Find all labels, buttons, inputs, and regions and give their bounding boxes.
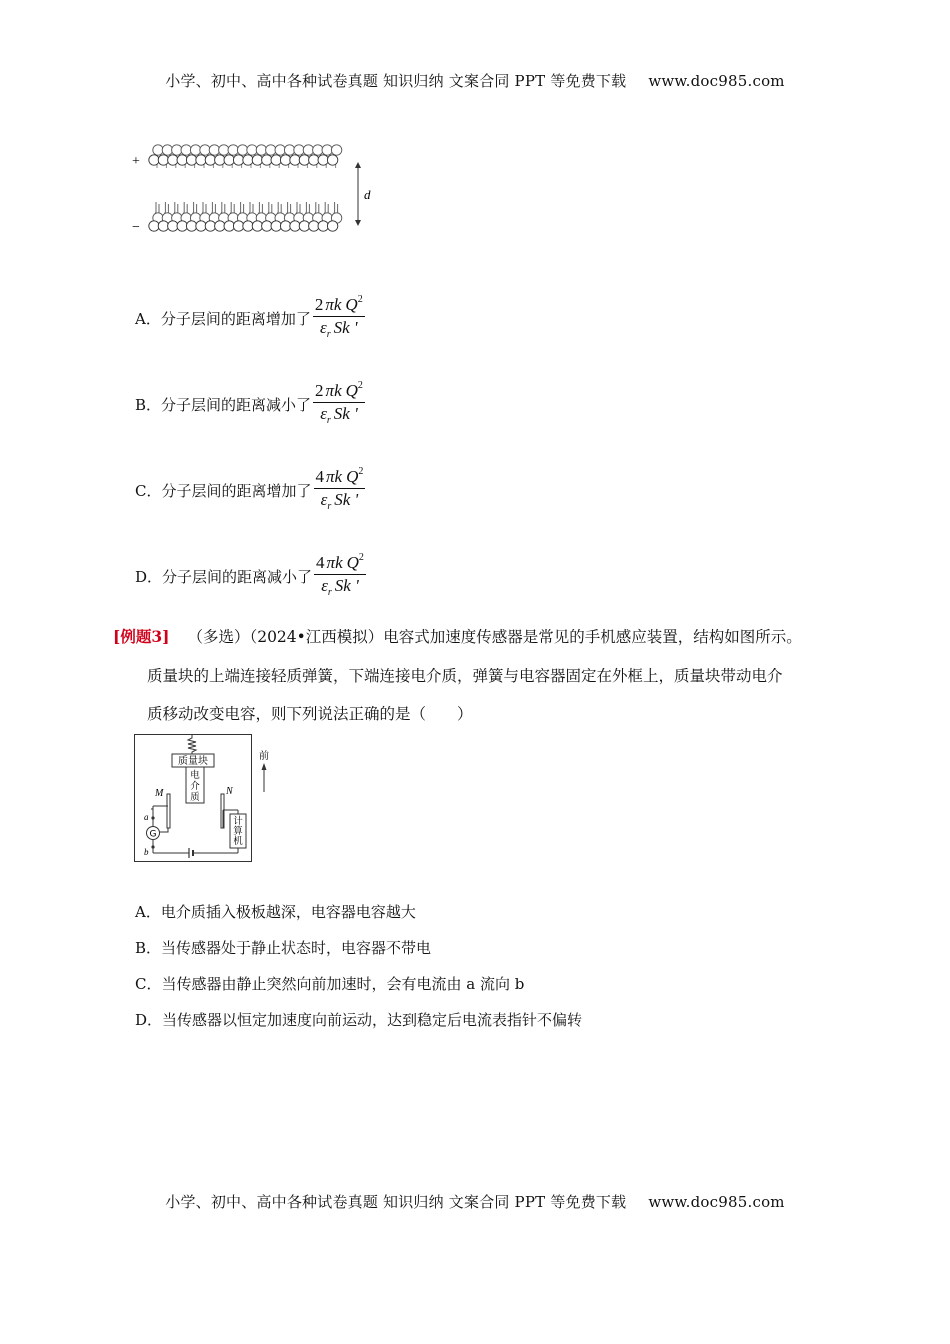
head-front: [327, 221, 337, 231]
option-letter: A．: [135, 903, 161, 921]
head-back: [172, 145, 182, 155]
head-back: [322, 145, 332, 155]
head-front: [215, 155, 225, 165]
head-back: [284, 145, 294, 155]
head-front: [271, 221, 281, 231]
charge-q: Q: [346, 467, 359, 486]
fraction-numerator: [313, 290, 365, 317]
option2-1: [135, 937, 431, 958]
power: 2: [357, 380, 363, 391]
dielectric-char3: 质: [190, 792, 200, 803]
head-front: [186, 221, 196, 231]
option-text: 当传感器处于静止状态时，电容器不带电: [161, 939, 432, 957]
head-front: [309, 155, 319, 165]
page-footer: [0, 1191, 950, 1212]
head-back: [294, 145, 304, 155]
head-front: [205, 221, 215, 231]
fraction: [314, 462, 366, 518]
option-text: 当传感器由静止突然向前加速时，会有电流由 a 流向 b: [161, 975, 525, 993]
head-back: [266, 145, 276, 155]
arrow-head-up: [355, 162, 361, 168]
coef: 2: [314, 295, 324, 314]
header-url: www.doc985.com: [648, 72, 785, 90]
head-front: [290, 221, 300, 231]
computer-char2: 算: [233, 826, 243, 837]
option2-3: [135, 1009, 582, 1030]
minus-sign: −: [132, 220, 140, 235]
subscript-r: r: [327, 587, 332, 598]
head-back: [181, 145, 191, 155]
head-back: [219, 145, 229, 155]
head-front: [262, 221, 272, 231]
head-back: [303, 145, 313, 155]
fraction-numerator: [313, 376, 365, 403]
bilayer-figure: [128, 138, 388, 240]
pi-k: πk: [325, 381, 342, 400]
power: 2: [358, 466, 364, 477]
coef: 4: [316, 553, 325, 572]
option1-0: [135, 290, 365, 346]
question3-text1: （多选）（2024•江西模拟）电容式加速度传感器是常见的手机感应装置，结构如图所示。: [187, 628, 802, 646]
subscript-r: r: [327, 501, 332, 512]
fraction-denominator: [318, 403, 360, 432]
head-back: [237, 145, 247, 155]
node-a: [151, 816, 154, 819]
question3-label: [例题3]: [113, 627, 170, 646]
footer-url: www.doc985.com: [648, 1193, 785, 1211]
subscript-r: r: [326, 415, 331, 426]
bottom-molecule-layer: [149, 202, 342, 231]
head-back: [331, 145, 341, 155]
head-front: [186, 155, 196, 165]
head-back: [153, 145, 163, 155]
option2-2: [135, 973, 524, 994]
fraction: [313, 376, 365, 432]
head-front: [318, 155, 328, 165]
front-arrow-head: [262, 763, 267, 770]
plate-M: [167, 794, 170, 828]
head-back: [313, 145, 323, 155]
charge-q: Q: [345, 381, 358, 400]
head-back: [209, 145, 219, 155]
spring: [188, 735, 196, 754]
option-letter: B．: [135, 395, 162, 414]
charge-q: Q: [345, 295, 358, 314]
head-front: [262, 155, 272, 165]
subscript-r: r: [326, 329, 331, 340]
head-front: [177, 221, 187, 231]
head-back: [190, 145, 200, 155]
label-N: N: [226, 786, 233, 797]
computer-char3: 机: [233, 836, 243, 847]
arrow-head-down: [355, 220, 361, 226]
label-a: a: [144, 812, 149, 822]
label-M: M: [155, 788, 164, 799]
head-front: [252, 155, 262, 165]
node-b: [151, 845, 154, 848]
head-front: [299, 221, 309, 231]
coef: 4: [315, 467, 324, 486]
head-front: [243, 221, 253, 231]
accelerometer-figure: [134, 734, 280, 864]
head-front: [215, 221, 225, 231]
head-front: [299, 155, 309, 165]
pi-k: πk: [326, 467, 343, 486]
mass-block-label: 质量块: [178, 756, 208, 767]
fraction: [313, 290, 365, 346]
head-front: [243, 155, 253, 165]
head-front: [233, 155, 243, 165]
option-letter: C．: [135, 975, 162, 993]
option-text: 分子层间的距离增加了: [161, 481, 312, 500]
head-front: [149, 155, 159, 165]
option-letter: C．: [135, 481, 162, 500]
option-text: 分子层间的距离减小了: [161, 395, 312, 414]
fraction-numerator: [314, 462, 366, 489]
option1-3: [135, 548, 366, 604]
head-front: [168, 221, 178, 231]
dielectric-char1: 电: [190, 770, 200, 781]
question3-line1: [113, 627, 802, 647]
d-label: d: [364, 187, 371, 202]
top-molecule-layer: [149, 145, 342, 168]
option-letter: B．: [135, 939, 162, 957]
head-front: [252, 221, 262, 231]
head-front: [205, 155, 215, 165]
head-front: [280, 221, 290, 231]
fraction-denominator: [319, 489, 361, 518]
head-front: [224, 155, 234, 165]
epsilon: ε: [321, 576, 328, 595]
head-front: [290, 155, 300, 165]
head-front: [327, 155, 337, 165]
page-header: [0, 70, 950, 91]
coef: 2: [315, 381, 324, 400]
galvanometer-label: G: [149, 829, 157, 840]
head-front: [271, 155, 281, 165]
option-text: 分子层间的距离减小了: [162, 567, 313, 586]
head-front: [233, 221, 243, 231]
head-front: [168, 155, 178, 165]
denominator-rest: Sk ': [334, 490, 359, 509]
plus-sign: +: [132, 154, 140, 169]
denominator-rest: Sk ': [333, 318, 358, 337]
epsilon: ε: [320, 318, 327, 337]
head-front: [196, 221, 206, 231]
fraction-denominator: [318, 317, 360, 346]
option1-2: [135, 462, 365, 518]
head-back: [256, 145, 266, 155]
fraction-denominator: [319, 575, 361, 604]
question3-line3: 质移动改变电容，则下列说法正确的是（ ）: [147, 705, 473, 723]
head-back: [247, 145, 257, 155]
option-letter: D．: [135, 567, 163, 586]
option-text: 当传感器以恒定加速度向前运动，达到稳定后电流表指针不偏转: [162, 1011, 583, 1029]
head-front: [158, 221, 168, 231]
label-b: b: [144, 847, 149, 857]
denominator-rest: Sk ': [334, 576, 359, 595]
head-front: [177, 155, 187, 165]
epsilon: ε: [320, 490, 328, 509]
option-letter: A．: [135, 309, 161, 328]
head-front: [158, 155, 168, 165]
power: 2: [357, 294, 363, 305]
computer-char1: 计: [233, 816, 243, 827]
head-back: [228, 145, 238, 155]
option2-0: [135, 901, 416, 922]
pi-k: πk: [326, 553, 343, 572]
fraction: [314, 548, 366, 604]
power: 2: [358, 552, 364, 563]
fraction-numerator: [314, 548, 366, 575]
head-front: [280, 155, 290, 165]
denominator-rest: Sk ': [333, 404, 358, 423]
head-front: [309, 221, 319, 231]
question3-line2: 质量块的上端连接轻质弹簧，下端连接电介质，弹簧与电容器固定在外框上，质量块带动电介: [147, 667, 783, 685]
front-label: 前: [259, 751, 269, 762]
option-text: 电介质插入极板越深，电容器电容越大: [160, 903, 416, 921]
head-front: [224, 221, 234, 231]
head-back: [200, 145, 210, 155]
epsilon: ε: [320, 404, 327, 423]
head-front: [149, 221, 159, 231]
head-back: [275, 145, 285, 155]
pi-k: πk: [325, 295, 342, 314]
head-front: [196, 155, 206, 165]
option-letter: D．: [135, 1011, 163, 1029]
header-text: 小学、初中、高中各种试卷真题 知识归纳 文案合同 PPT 等免费下载: [165, 72, 627, 90]
option-text: 分子层间的距离增加了: [160, 309, 311, 328]
option1-1: [135, 376, 365, 432]
charge-q: Q: [346, 553, 359, 572]
head-front: [318, 221, 328, 231]
head-back: [162, 145, 172, 155]
dielectric-char2: 介: [190, 781, 200, 792]
footer-text: 小学、初中、高中各种试卷真题 知识归纳 文案合同 PPT 等免费下载: [165, 1193, 627, 1211]
